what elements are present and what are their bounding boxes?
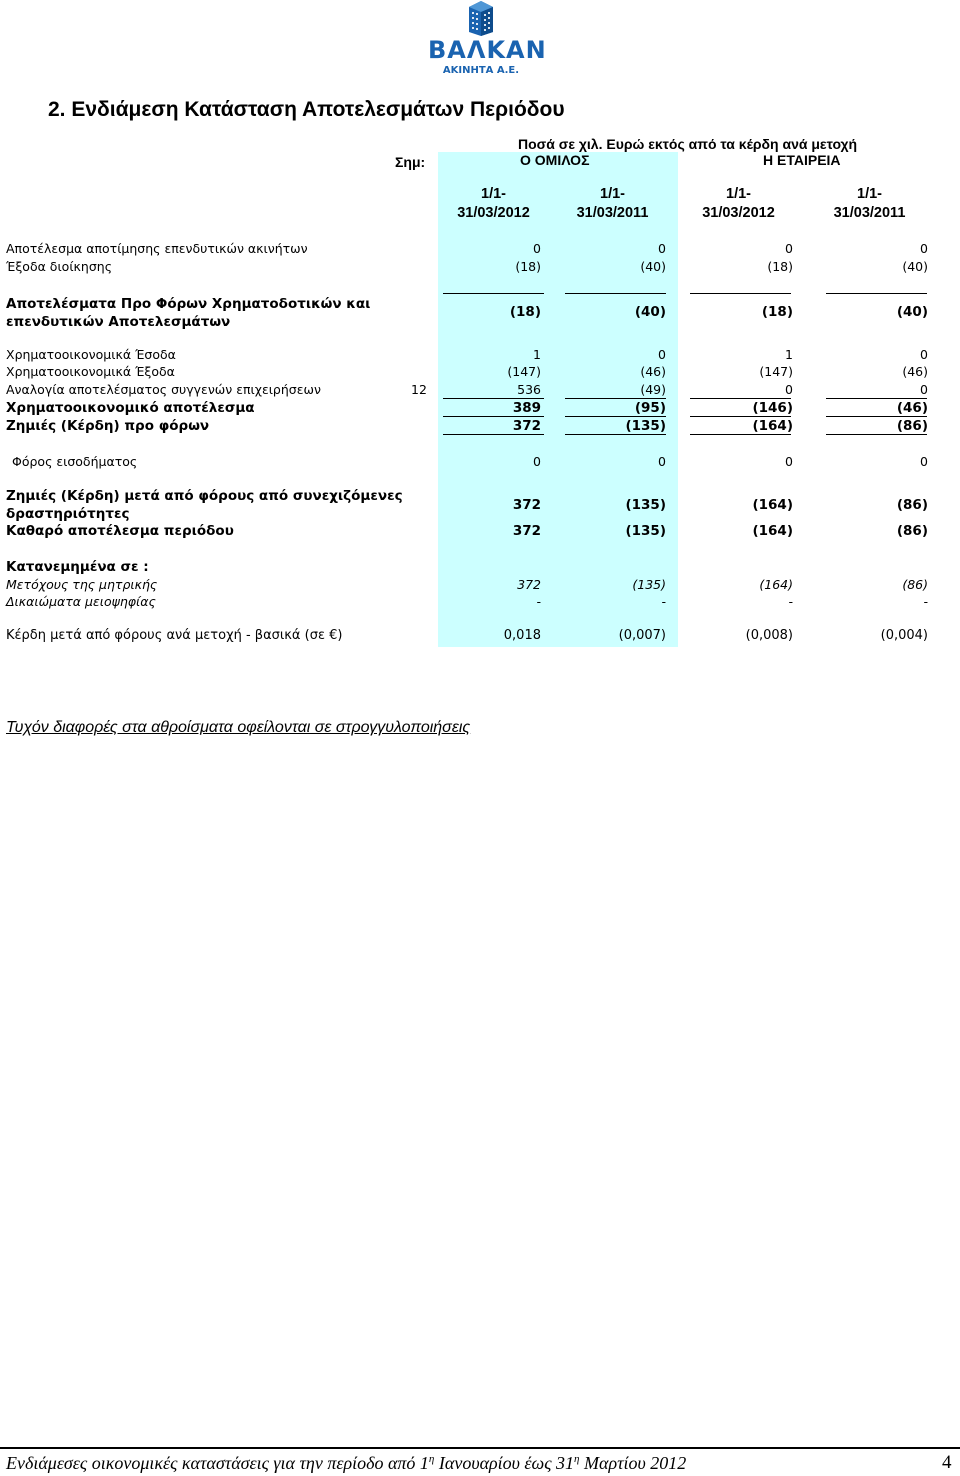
subtotal-rule bbox=[826, 416, 927, 417]
cell-company-2011: (46) bbox=[902, 364, 928, 379]
subtotal-rule bbox=[443, 398, 544, 399]
footer-text-end: Μαρτίου 2012 bbox=[579, 1453, 687, 1473]
cell-group-2011: (46) bbox=[640, 364, 666, 379]
cell-group-2012: 0 bbox=[533, 241, 541, 256]
cell-group-2011: 0 bbox=[658, 454, 666, 469]
row-label: Καθαρό αποτέλεσμα περιόδου bbox=[6, 523, 234, 539]
row-label: Χρηματοοικονομικό αποτέλεσμα bbox=[6, 400, 255, 416]
subtotal-rule bbox=[826, 398, 927, 399]
table-row bbox=[6, 487, 931, 523]
cell-group-2012: - bbox=[536, 594, 541, 609]
table-row bbox=[6, 259, 931, 276]
cell-company-2012: (147) bbox=[759, 364, 793, 379]
cell-company-2012: (18) bbox=[767, 259, 793, 274]
cell-company-2012: (146) bbox=[752, 400, 793, 416]
column-header-group-2011: 1/1-31/03/2011 bbox=[576, 186, 649, 221]
cell-company-2012: (164) bbox=[752, 418, 793, 434]
subtotal-rule bbox=[565, 398, 666, 399]
cell-group-2011: - bbox=[661, 594, 666, 609]
row-label: Χρηματοοικονομικά Έσοδα bbox=[6, 347, 176, 362]
subtotal-rule bbox=[826, 293, 927, 294]
footer-rule bbox=[0, 1447, 960, 1449]
row-label: Έξοδα διοίκησης bbox=[6, 259, 113, 274]
subtotal-rule bbox=[565, 293, 666, 294]
cell-company-2012: 0 bbox=[785, 454, 793, 469]
row-label: Ζημιές (Κέρδη) μετά από φόρους από συνεχιζόμενες δραστηριότητες bbox=[6, 488, 403, 522]
company-logo bbox=[428, 0, 547, 80]
footer-superscript-2: η bbox=[574, 1453, 580, 1465]
cell-group-2012: 536 bbox=[517, 382, 541, 397]
row-label: Κέρδη μετά από φόρους ανά μετοχή - βασικά (σε €) bbox=[6, 628, 343, 643]
cell-group-2012: 372 bbox=[517, 577, 541, 592]
row-label: Αποτέλεσμα αποτίμησης επενδυτικών ακινήτων bbox=[6, 241, 308, 256]
cell-group-2011: (135) bbox=[625, 497, 666, 513]
cell-group-2012: 389 bbox=[512, 400, 541, 416]
column-header-company-2012: 1/1-31/03/2012 bbox=[702, 186, 775, 221]
cell-company-2011: (86) bbox=[896, 497, 928, 513]
cell-group-2011: 0 bbox=[658, 241, 666, 256]
footer-text-middle: Ιανουαρίου έως 31 bbox=[434, 1453, 575, 1473]
note-column-header: Σημ: bbox=[395, 154, 426, 170]
cell-group-2012: 0,018 bbox=[503, 628, 541, 643]
total-rule bbox=[443, 434, 544, 435]
cell-company-2011: (86) bbox=[896, 418, 928, 434]
footer-text-start: Ενδιάμεσες οικονομικές καταστάσεις για την περίοδο από 1 bbox=[6, 1453, 429, 1473]
cell-company-2011: 0 bbox=[920, 241, 928, 256]
cell-company-2012: 0 bbox=[785, 241, 793, 256]
table-row bbox=[6, 628, 931, 645]
cell-group-2012: 0 bbox=[533, 454, 541, 469]
cell-company-2011: (86) bbox=[896, 523, 928, 539]
page-title: 2. Ενδιάμεση Κατάσταση Αποτελεσμάτων Περιόδου bbox=[48, 98, 565, 121]
column-header-group-2012: 1/1-31/03/2012 bbox=[457, 186, 530, 221]
cell-group-2012: 1 bbox=[533, 347, 541, 362]
table-row bbox=[6, 241, 931, 258]
cell-group-2012: (147) bbox=[507, 364, 541, 379]
subtotal-rule bbox=[443, 293, 544, 294]
cell-company-2012: - bbox=[788, 594, 793, 609]
table-row bbox=[6, 295, 931, 331]
rounding-footnote: Τυχόν διαφορές στα αθροίσματα οφείλονται σε στρογγυλοποιήσεις bbox=[6, 719, 471, 736]
table-row bbox=[6, 347, 931, 364]
row-label: Αναλογία αποτελέσματος συγγενών επιχειρήσεων bbox=[6, 382, 321, 397]
row-label: Κατανεμημένα σε : bbox=[6, 559, 149, 575]
cell-group-2011: (135) bbox=[625, 418, 666, 434]
row-note-ref: 12 bbox=[411, 382, 427, 397]
table-row bbox=[6, 454, 931, 471]
cell-group-2011: (40) bbox=[634, 304, 666, 320]
cell-company-2012: 0 bbox=[785, 382, 793, 397]
cell-company-2012: (0,008) bbox=[745, 628, 793, 643]
cell-company-2011: 0 bbox=[920, 454, 928, 469]
cell-group-2011: (135) bbox=[625, 523, 666, 539]
cell-company-2011: (40) bbox=[896, 304, 928, 320]
cell-company-2011: 0 bbox=[920, 382, 928, 397]
cell-company-2012: (18) bbox=[761, 304, 793, 320]
row-label: Ζημιές (Κέρδη) προ φόρων bbox=[6, 418, 210, 434]
cell-company-2011: (40) bbox=[902, 259, 928, 274]
group-header: Ο ΟΜΙΛΟΣ bbox=[520, 152, 590, 168]
subtotal-rule bbox=[565, 416, 666, 417]
row-label: Φόρος εισοδήματος bbox=[12, 454, 138, 469]
subtotal-rule bbox=[690, 293, 791, 294]
cell-group-2011: (135) bbox=[632, 577, 666, 592]
building-icon bbox=[428, 0, 534, 36]
row-label: Δικαιώματα μειοψηφίας bbox=[6, 594, 156, 609]
total-rule bbox=[565, 434, 666, 435]
cell-company-2012: (164) bbox=[752, 497, 793, 513]
page-number: 4 bbox=[942, 1452, 952, 1473]
row-label: Μετόχους της μητρικής bbox=[6, 577, 158, 592]
table-row bbox=[6, 418, 931, 435]
amounts-note: Ποσά σε χιλ. Ευρώ εκτός από τα κέρδη ανά μετοχή bbox=[518, 136, 858, 152]
footer-superscript-1: η bbox=[428, 1453, 435, 1465]
logo-subtitle: ΑΚΙΝΗΤΑ Α.Ε. bbox=[442, 65, 520, 76]
subtotal-rule bbox=[690, 398, 791, 399]
cell-group-2011: (49) bbox=[640, 382, 666, 397]
table-row bbox=[6, 400, 931, 417]
subtotal-rule bbox=[690, 416, 791, 417]
total-rule bbox=[826, 434, 927, 435]
cell-group-2011: 0 bbox=[658, 347, 666, 362]
table-row bbox=[6, 523, 931, 540]
cell-company-2011: (46) bbox=[896, 400, 928, 416]
cell-group-2011: (40) bbox=[640, 259, 666, 274]
cell-company-2011: 0 bbox=[920, 347, 928, 362]
page-footer bbox=[6, 1453, 686, 1474]
cell-company-2011: (0,004) bbox=[880, 628, 928, 643]
cell-group-2011: (0,007) bbox=[618, 628, 666, 643]
cell-group-2012: (18) bbox=[509, 304, 541, 320]
total-rule bbox=[690, 434, 791, 435]
cell-group-2012: 372 bbox=[512, 523, 541, 539]
table-row bbox=[6, 364, 931, 381]
logo-name: ΒΑΛΚΑΝ bbox=[428, 36, 547, 64]
company-header: Η ΕΤΑΙΡΕΙΑ bbox=[763, 152, 841, 168]
row-label: Αποτελέσματα Προ Φόρων Χρηματοδοτικών και επενδυτικών Αποτελεσμάτων bbox=[6, 296, 371, 330]
cell-group-2012: 372 bbox=[512, 418, 541, 434]
table-row bbox=[6, 559, 931, 576]
cell-group-2012: 372 bbox=[512, 497, 541, 513]
cell-company-2012: 1 bbox=[785, 347, 793, 362]
subtotal-rule bbox=[443, 416, 544, 417]
table-row bbox=[6, 382, 931, 399]
cell-company-2011: (86) bbox=[902, 577, 928, 592]
cell-group-2011: (95) bbox=[634, 400, 666, 416]
column-header-company-2011: 1/1-31/03/2011 bbox=[833, 186, 906, 221]
table-row bbox=[6, 577, 931, 594]
cell-company-2012: (164) bbox=[759, 577, 793, 592]
table-row bbox=[6, 594, 931, 611]
cell-group-2012: (18) bbox=[515, 259, 541, 274]
row-label: Χρηματοοικονομικά Έξοδα bbox=[6, 364, 175, 379]
cell-company-2012: (164) bbox=[752, 523, 793, 539]
cell-company-2011: - bbox=[923, 594, 928, 609]
